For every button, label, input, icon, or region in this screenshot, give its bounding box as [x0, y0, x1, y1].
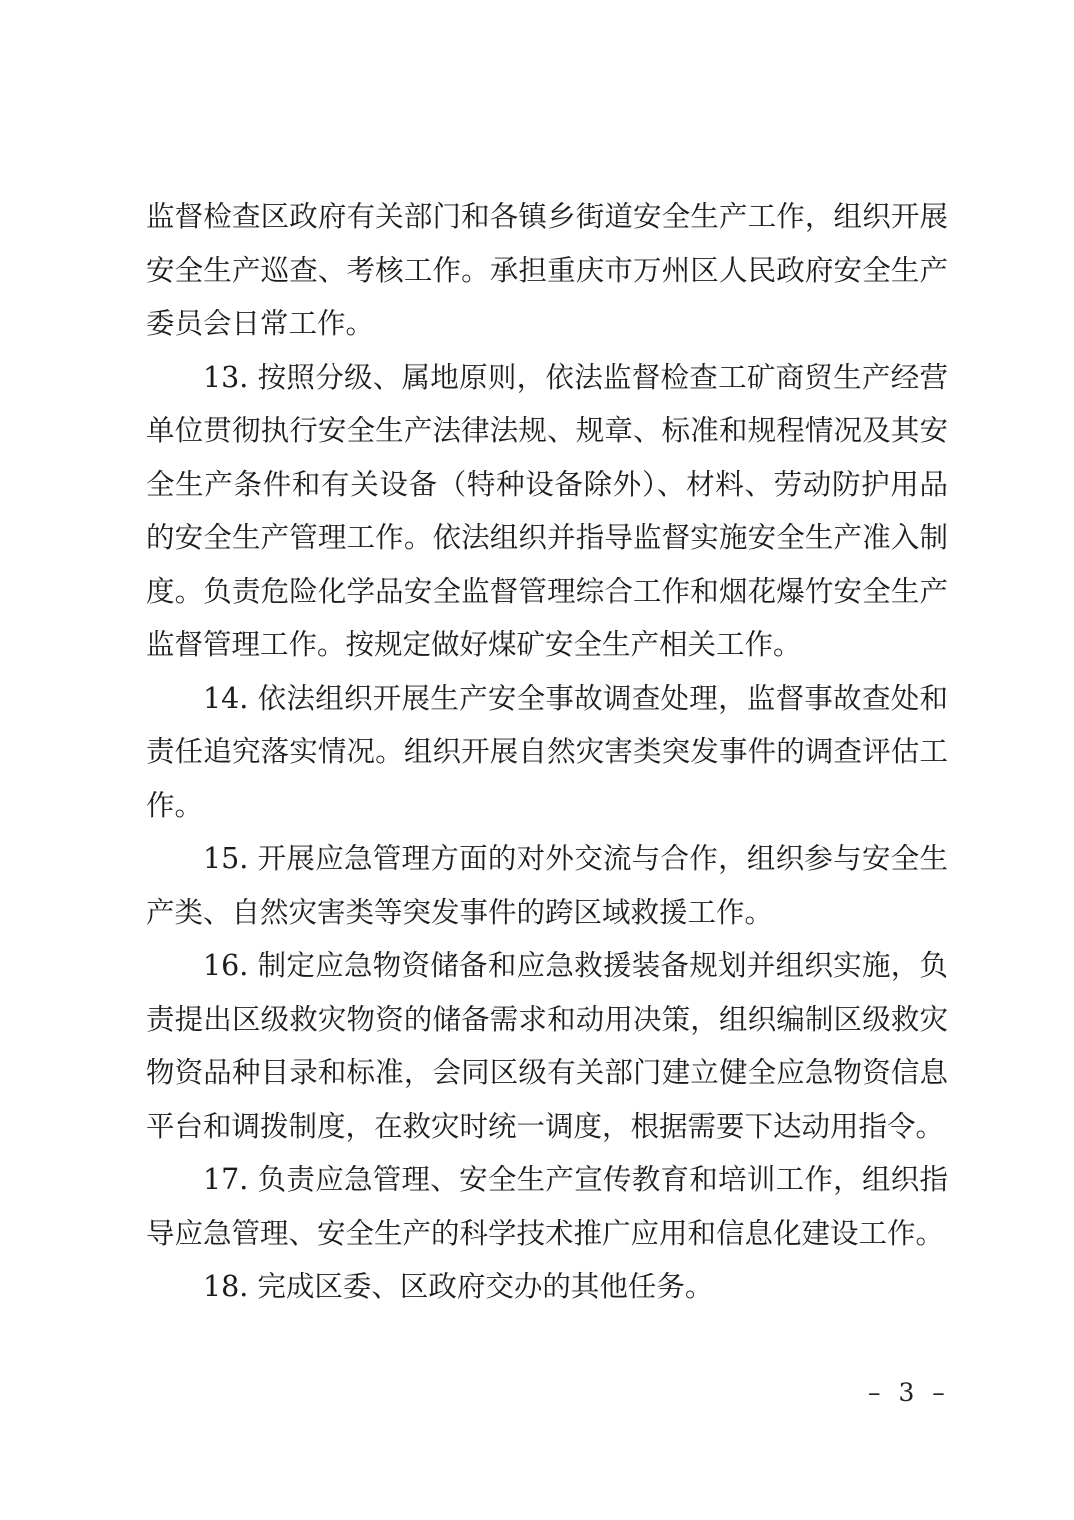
- page-number: – 3 –: [868, 1378, 950, 1407]
- paragraph-15: 15. 开展应急管理方面的对外交流与合作，组织参与安全生产类、自然灾害类等突发事件的跨区域救援工作。: [146, 842, 948, 929]
- paragraph-13: 13. 按照分级、属地原则，依法监督检查工矿商贸生产经营单位贯彻执行安全生产法律法规、规章、标准和规程情况及其安全生产条件和有关设备（特种设备除外）、材料、劳动防护用品的安全生产管理工作。依法组织并指导监督实施安全生产准入制度。负责危险化学品安全监督管理综合工作和烟花爆竹安全生产监督管理工作。按规定做好煤矿安全生产相关工作。: [146, 360, 948, 661]
- paragraph-14: 14. 依法组织开展生产安全事故调查处理，监督事故查处和责任追究落实情况。组织开展自然灾害类突发事件的调查评估工作。: [146, 681, 948, 822]
- paragraph-12-continuation: 监督检查区政府有关部门和各镇乡街道安全生产工作，组织开展安全生产巡查、考核工作。承担重庆市万州区人民政府安全生产委员会日常工作。: [146, 200, 948, 340]
- paragraph-17: 17. 负责应急管理、安全生产宣传教育和培训工作，组织指导应急管理、安全生产的科学技术推广应用和信息化建设工作。: [146, 1163, 948, 1250]
- paragraph-16: 16. 制定应急物资储备和应急救援装备规划并组织实施，负责提出区级救灾物资的储备需求和动用决策，组织编制区级救灾物资品种目录和标准，会同区级有关部门建立健全应急物资信息平台和调拨制度，在救灾时统一调度，根据需要下达动用指令。: [146, 949, 948, 1143]
- paragraph-18: 18. 完成区委、区政府交办的其他任务。: [203, 1270, 714, 1303]
- body-text: [146, 190, 948, 1314]
